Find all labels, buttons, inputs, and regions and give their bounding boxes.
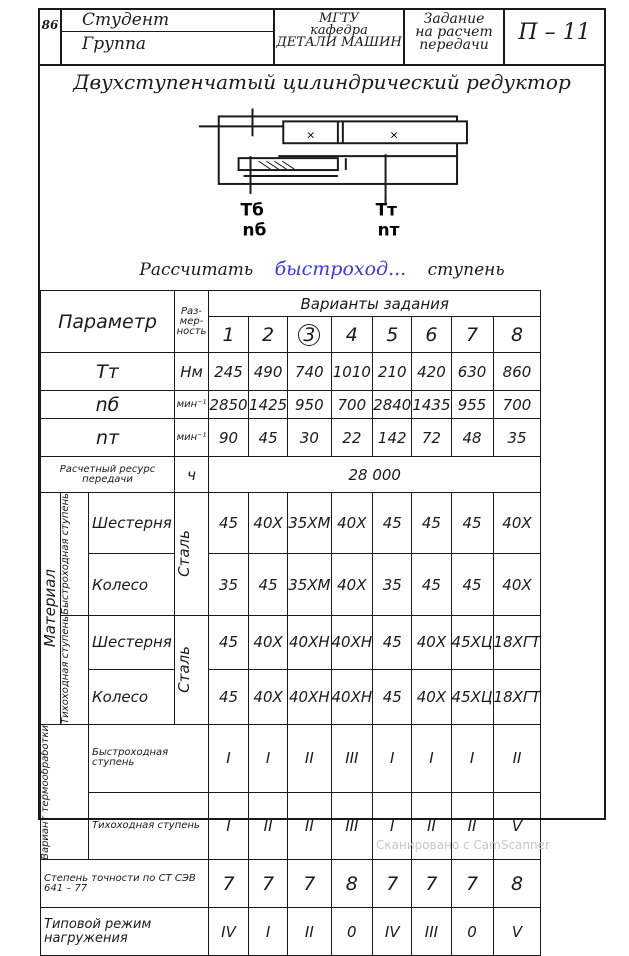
cell: 90 (209, 419, 249, 457)
university-name: МГТУ (319, 11, 359, 26)
cell: 18ХГТ (493, 670, 541, 724)
variants-header: Варианты задания (209, 291, 541, 317)
table-row (41, 554, 541, 615)
cell: 7 (209, 860, 249, 908)
sheet-number: 86 (40, 10, 62, 64)
cell: 18ХГТ (493, 615, 541, 669)
cell: 40Х (331, 554, 373, 615)
cell: 8 (493, 860, 541, 908)
gear-mark-1: × (306, 128, 316, 142)
cell: 40ХН (288, 615, 331, 669)
cell: 40ХН (331, 615, 373, 669)
cell: 45ХЦ (451, 615, 493, 669)
torque-fast-label: Тб (240, 199, 264, 220)
cell: 7 (288, 860, 331, 908)
cell: 45 (209, 493, 249, 554)
cell: I (373, 792, 412, 860)
cell: I (209, 792, 249, 860)
speed-fast-label: nб (242, 219, 267, 240)
parameters-table (40, 290, 541, 956)
cell: 45 (249, 554, 288, 615)
fast-gear-label: Шестерня (89, 493, 175, 554)
treatment-slow-label: Тихоходная ступень (89, 792, 209, 860)
cell: 1425 (249, 391, 288, 419)
cell: 7 (249, 860, 288, 908)
gearbox-scheme (40, 96, 604, 256)
cell: 0 (451, 908, 493, 956)
cell: 45 (451, 493, 493, 554)
cell: I (373, 724, 412, 792)
task-line-3: передачи (419, 37, 489, 53)
cell: 22 (331, 419, 373, 457)
cell: 45 (373, 670, 412, 724)
cell: I (451, 724, 493, 792)
table-row (41, 391, 541, 419)
cell: 40Х (249, 670, 288, 724)
variant-5: 5 (373, 317, 412, 353)
cell: 955 (451, 391, 493, 419)
cell: 860 (493, 353, 541, 391)
variant-7: 7 (451, 317, 493, 353)
cell: V (493, 792, 541, 860)
slow-stage-label: Тихоходная ступень (60, 615, 71, 724)
scanner-watermark: Сканировано с CamScanner (376, 838, 550, 852)
variant-2: 2 (249, 317, 288, 353)
variant-3-selected: 3 (298, 324, 320, 346)
fast-gear (239, 158, 338, 170)
row-unit-nt: мин⁻¹ (175, 419, 209, 457)
slow-gear-label: Шестерня (89, 615, 175, 669)
row-label-Tt: Тт (41, 353, 175, 391)
cell: II (288, 792, 331, 860)
student-label: Студент (62, 10, 273, 32)
cell: II (451, 792, 493, 860)
fast-wheel-label: Колесо (89, 554, 175, 615)
cell: I (249, 724, 288, 792)
cell: 420 (412, 353, 451, 391)
cell: 35 (493, 419, 541, 457)
cell: V (493, 908, 541, 956)
cell: 40Х (249, 615, 288, 669)
cell: 35 (209, 554, 249, 615)
page-title: Двухступенчатый цилиндрический редуктор (73, 70, 571, 94)
cell: 700 (493, 391, 541, 419)
department-name: ДЕТАЛИ МАШИН (276, 35, 402, 50)
row-unit-resource: ч (175, 457, 209, 493)
cell: 490 (249, 353, 288, 391)
task-line-2: на расчет (415, 24, 493, 40)
variant-6: 6 (412, 317, 451, 353)
calculate-suffix: ступень (427, 260, 505, 280)
cell: I (249, 908, 288, 956)
cell: IV (209, 908, 249, 956)
table-row (41, 419, 541, 457)
table-row (41, 860, 541, 908)
table-row (41, 353, 541, 391)
table-row (41, 493, 541, 554)
gear-mark-2: × (389, 128, 399, 142)
cell: 45 (373, 493, 412, 554)
cell: 40Х (249, 493, 288, 554)
cell: 7 (451, 860, 493, 908)
task-code: П – 11 (518, 20, 591, 45)
cell: 1010 (331, 353, 373, 391)
resource-value: 28 000 (209, 457, 541, 493)
cell: 740 (288, 353, 331, 391)
cell: 7 (412, 860, 451, 908)
row-unit-nb: мин⁻¹ (175, 391, 209, 419)
table-row (41, 670, 541, 724)
accuracy-label: Степень точности по СТ СЭВ 641 – 77 (41, 860, 209, 908)
cell: 35ХМ (288, 493, 331, 554)
cell: 1435 (412, 391, 451, 419)
cell: 7 (373, 860, 412, 908)
cell: 40Х (493, 493, 541, 554)
cell: 40Х (493, 554, 541, 615)
steel-label-slow: Сталь (175, 646, 193, 694)
cell: 45 (412, 493, 451, 554)
cell: 245 (209, 353, 249, 391)
cell: 45 (209, 670, 249, 724)
calculate-line (40, 258, 604, 280)
table-row (41, 908, 541, 956)
cell: II (288, 908, 331, 956)
table-row (41, 457, 541, 493)
slow-wheel-label: Колесо (89, 670, 175, 724)
cell: 45 (451, 554, 493, 615)
department-label: кафедра (310, 23, 368, 38)
cell: I (209, 724, 249, 792)
cell: 72 (412, 419, 451, 457)
cell: III (331, 724, 373, 792)
task-line-1: Задание (423, 11, 485, 27)
torque-slow-label: Тт (375, 199, 397, 220)
cell: 0 (331, 908, 373, 956)
cell: IV (373, 908, 412, 956)
cell: 700 (331, 391, 373, 419)
cell: III (412, 908, 451, 956)
cell: 2840 (373, 391, 412, 419)
cell: 142 (373, 419, 412, 457)
row-label-nt: nт (41, 419, 175, 457)
cell: 40Х (331, 493, 373, 554)
cell: 35 (373, 554, 412, 615)
department-block (275, 10, 405, 64)
cell: II (249, 792, 288, 860)
param-header: Параметр (41, 291, 175, 353)
variant-4: 4 (331, 317, 373, 353)
cell: 210 (373, 353, 412, 391)
table-row (41, 724, 541, 792)
cell: III (331, 792, 373, 860)
cell: 950 (288, 391, 331, 419)
cell: 8 (331, 860, 373, 908)
cell: 630 (451, 353, 493, 391)
sheet-header (40, 10, 604, 66)
fast-stage-label: Быстроходная ступень (60, 493, 71, 615)
steel-label-fast: Сталь (175, 530, 193, 578)
cell: 30 (288, 419, 331, 457)
cell: 40Х (412, 615, 451, 669)
task-block (405, 10, 505, 64)
cell: 2850 (209, 391, 249, 419)
load-label: Типовой режим нагружения (41, 908, 209, 956)
speed-slow-label: nт (377, 219, 400, 240)
row-label-resource: Расчетный ресурс передачи (41, 457, 175, 493)
cell: 45 (412, 554, 451, 615)
treatment-label: Вариант термообработки (40, 724, 51, 860)
student-block (62, 10, 275, 64)
cell: 45ХЦ (451, 670, 493, 724)
treatment-fast-label: Быстроходная ступень (89, 724, 209, 792)
cell: II (288, 724, 331, 792)
cell: 35ХМ (288, 554, 331, 615)
unit-header: Раз-мер-ность (175, 291, 209, 353)
variant-1: 1 (209, 317, 249, 353)
group-label: Группа (82, 34, 147, 54)
cell: II (412, 792, 451, 860)
row-label-nb: nб (41, 391, 175, 419)
row-unit-Tt: Нм (175, 353, 209, 391)
cell: 40ХН (331, 670, 373, 724)
variant-8: 8 (493, 317, 541, 353)
cell: 40Х (412, 670, 451, 724)
cell: 45 (209, 615, 249, 669)
cell: 45 (249, 419, 288, 457)
table-row (41, 615, 541, 669)
cell: 45 (373, 615, 412, 669)
cell: 40ХН (288, 670, 331, 724)
calculate-prefix: Рассчитать (139, 260, 254, 280)
cell: 48 (451, 419, 493, 457)
cell: II (493, 724, 541, 792)
cell: I (412, 724, 451, 792)
material-label: Материал (41, 569, 59, 648)
calculate-handwritten-stage: быстроход... (274, 258, 407, 280)
